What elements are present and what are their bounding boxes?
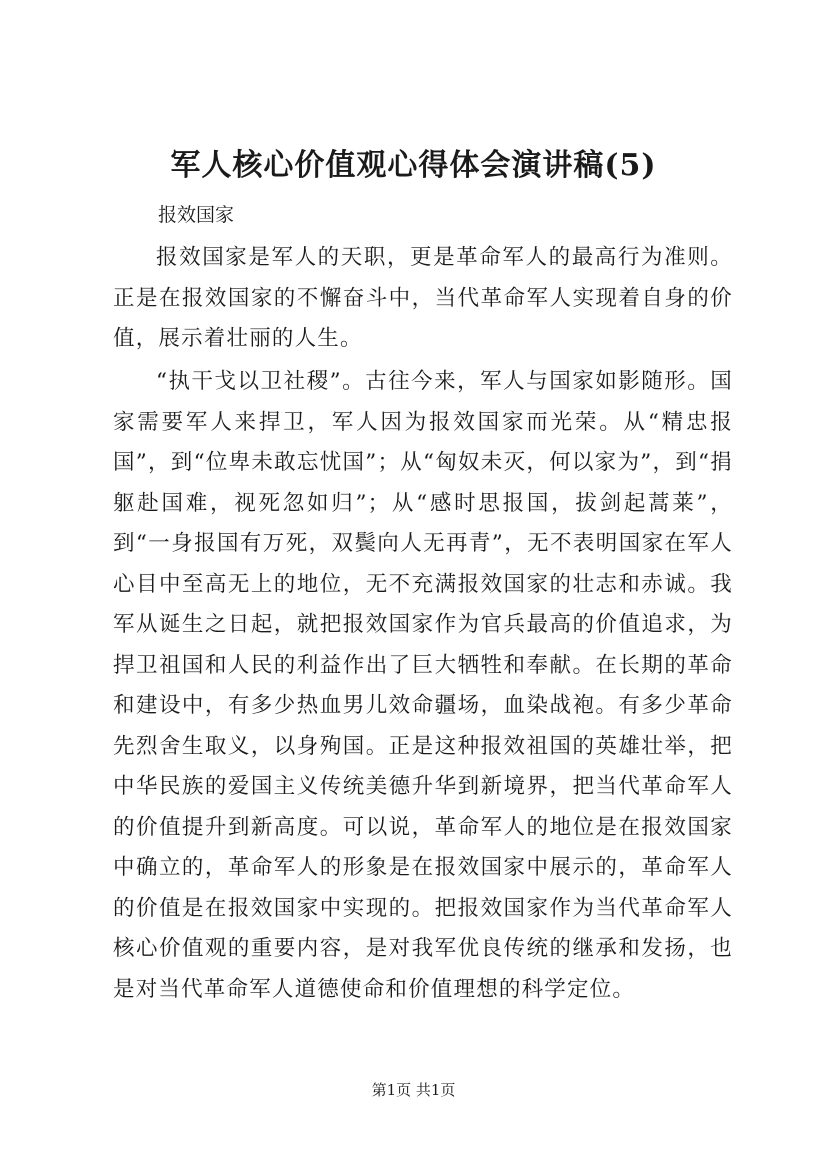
document-title: 军人核心价值观心得体会演讲稿(5) bbox=[170, 148, 657, 183]
section-heading: 报效国家 bbox=[158, 204, 235, 226]
paragraph-1: 报效国家是军人的天职，更是革命军人的最高行为准则。正是在报效国家的不懈奋斗中，当代革命军人实现着自身的价值，展示着壮丽的人生。 bbox=[113, 245, 733, 351]
page-footer: 第1页 共1页 bbox=[371, 1081, 456, 1099]
paragraph-2: “执干戈以卫社稷”。古往今来，军人与国家如影随形。国家需要军人来捍卫，军人因为报效国家而光荣。从“精忠报国”，到“位卑未敢忘忧国”；从“匈奴未灭，何以家为”，到“捐躯赴国难，视死忽如归”；从“感时思报国，拔剑起蒿莱”，到“一身报国有万死，双鬓向人无再青”，无不表明国家在军人心目中至高无上的地位，无不充满报效国家的壮志和赤诚。我军从诞生之日起，就把报效国家作为官兵最高的价值追求，为捍卫祖国和人民的利益作出了巨大牺牲和奉献。在长期的革命和建设中，有多少热血男儿效命疆场，血染战袍。有多少革命先烈舍生取义，以身殉国。正是这种报效祖国的英雄壮举，把中华民族的爱国主义传统美德升华到新境界，把当代革命军人的价值提升到新高度。可以说，革命军人的地位是在报效国家中确立的，革命军人的形象是在报效国家中展示的，革命军人的价值是在报效国家中实现的。把报效国家作为当代革命军人核心价值观的重要内容，是对我军优良传统的继承和发扬，也是对当代革命军人道德使命和价值理想的科学定位。 bbox=[113, 369, 733, 1002]
